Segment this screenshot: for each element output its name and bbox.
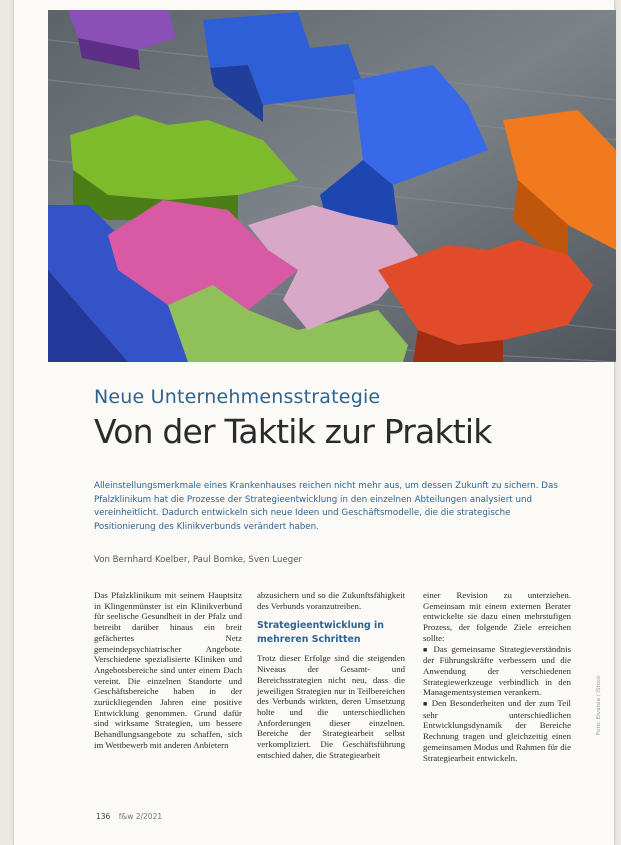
tetris-blocks-photo — [48, 10, 616, 362]
body-paragraph: Das Pfalzklinikum mit seinem Hauptsitz in Klingenmünster ist ein Klinikverbund für seelische Gesundheit in der Pfalz und betreibt darüber hinaus ein breit gefächertes Netz gemeindepsychiatrischer Angebote. Verschiedene spezialisierte Kliniken und Angebotsbereiche sind unter einem Dach vereint. Die einzelnen Standorte und Geschäftsbereiche haben in der zurückliegenden Jahren eine positive Entwicklung genommen. Grund dafür sind wirksame Strategien, um bessere Behandlungsangebote zu schaffen, sich im Wettbewerb mit anderen Anbietern — [94, 590, 242, 750]
article-title: Von der Taktik zur Praktik — [94, 412, 492, 451]
bullet-item: ■ Das gemeinsame Strategieverständnis der Führungskräfte verbessern und die Anwendung der verschiedenen Strategiewerkzeuge verbindlich in den Managementsystemen verankern. — [423, 643, 571, 698]
magazine-name: f&w 2/2021 — [118, 812, 163, 821]
body-paragraph: Trotz dieser Erfolge sind die steigenden Niveaus der Gesamt- und Bereichsstrategien nicht neu, dass die jeweiligen Strategien nur in Teilbereichen des Verbunds wirkten, deren Umsetzung holte und die unterschiedlichen Anforderungen dieser einzelnen. Bereiche der Strategiearbeit selbst verkompliziert. Die Geschäftsführung entschied daher, die Strategiearbeit — [257, 653, 405, 760]
article-byline: Von Bernhard Koelber, Paul Bomke, Sven Lueger — [94, 555, 303, 565]
bullet-item: ■ Den Besonderheiten und der zum Teil sehr unterschiedlichen Entwicklungsdynamik der Bereiche Rechnung tragen und gleichzeitig einen gemeinsamen Modus und Rahmen für die Strategiearbeit entwickeln. — [423, 698, 571, 763]
article-column-2 — [257, 590, 405, 760]
article-lead: Alleinstellungsmerkmale eines Krankenhauses reichen nicht mehr aus, um dessen Zukunft zu sichern. Das Pfalzklinikum hat die Prozesse der Strategieentwicklung in den einzelnen Abteilungen analysiert und vereinheitlicht. Dadurch entwickeln sich neue Ideen und Geschäftsmodelle, die die strategische Positionierung des Klinikverbunds verändert haben. — [94, 481, 558, 532]
body-paragraph: abzusichern und so die Zukunftsfähigkeit des Verbunds voranzutreiben. — [257, 590, 405, 611]
body-paragraph: einer Revision zu unterziehen. Gemeinsam mit einem externen Berater entwickelte sie dazu einen mehrstufigen Prozess, der folgende Ziele erreichen sollte: — [423, 590, 571, 643]
page-number: 136 — [96, 812, 111, 821]
article-column-3 — [423, 590, 571, 763]
photo-credit: Foto: Eivaisla / iStock — [596, 675, 602, 735]
wooden-blocks-illustration — [48, 10, 616, 362]
page-footer — [96, 812, 162, 821]
square-bullet-icon: ■ — [423, 700, 429, 709]
article-column-1 — [94, 590, 242, 751]
square-bullet-icon: ■ — [423, 645, 430, 654]
article-kicker: Neue Unternehmensstrategie — [94, 386, 381, 408]
section-subhead: Strategieentwicklung in mehreren Schritten — [257, 620, 384, 646]
